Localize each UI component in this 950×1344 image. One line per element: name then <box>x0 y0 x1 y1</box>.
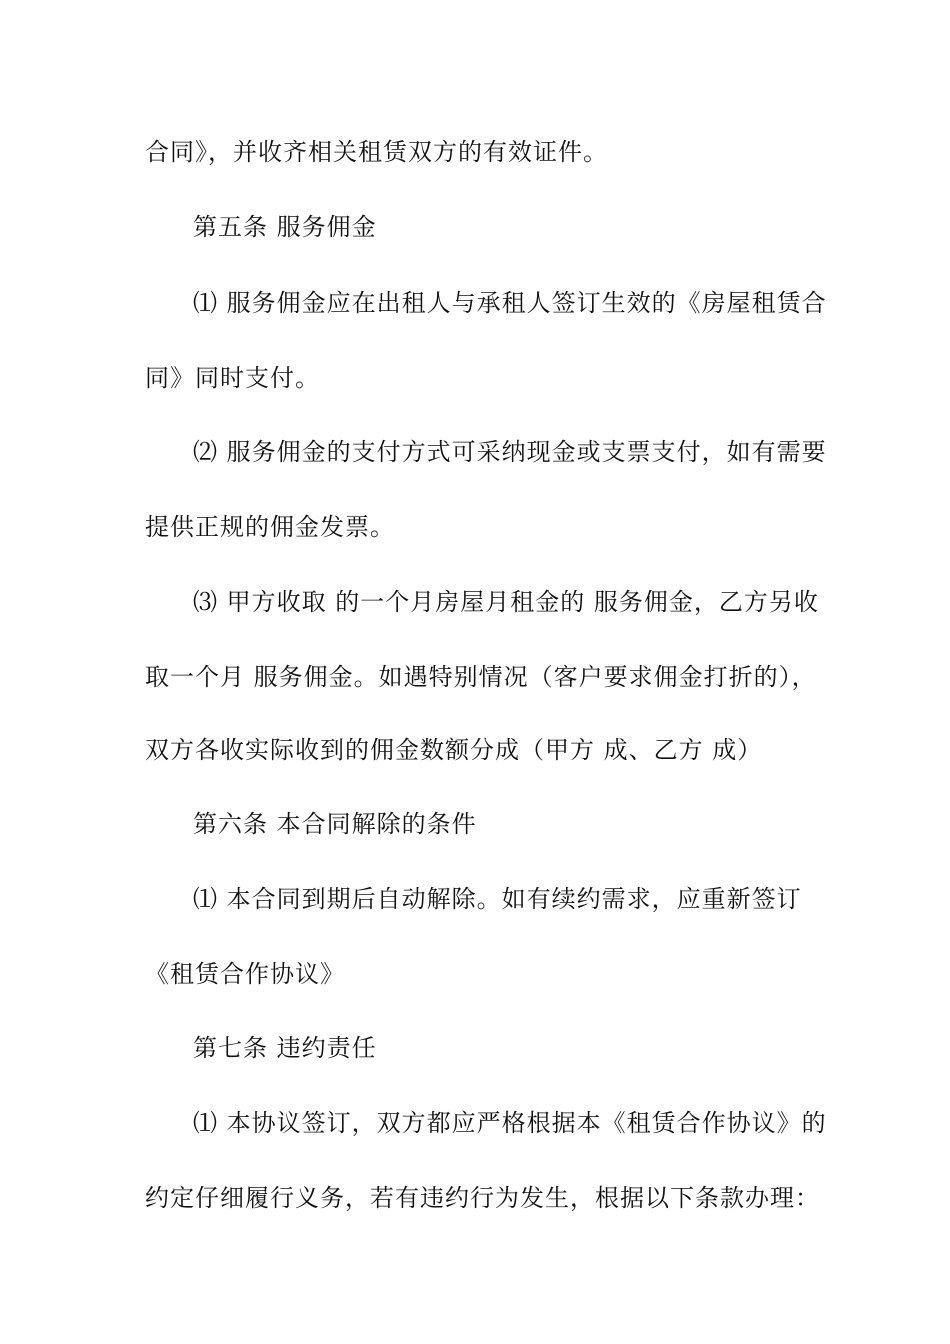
text-line-5: ⑵ 服务佣金的支付方式可采纳现金或支票支付，如有需要 <box>193 438 827 466</box>
text-line-6: 提供正规的佣金发票。 <box>145 513 395 541</box>
text-line-8: 取一个月 服务佣金。如遇特别情况（客户要求佣金打折的）， <box>145 663 817 691</box>
article-7-heading: 第七条 违约责任 <box>193 1034 377 1062</box>
text-line-9: 双方各收实际收到的佣金数额分成（甲方 成、乙方 成） <box>145 736 763 764</box>
text-line-7: ⑶ 甲方收取 的一个月房屋月租金的 服务佣金，乙方另收 <box>193 588 819 616</box>
text-line-14: ⑴ 本协议签订，双方都应严格根据本《租赁合作协议》的 <box>193 1109 827 1137</box>
article-5-heading: 第五条 服务佣金 <box>193 213 377 241</box>
text-line-12: 《租赁合作协议》 <box>145 960 345 988</box>
article-6-heading: 第六条 本合同解除的条件 <box>193 810 477 838</box>
text-line-3: ⑴ 服务佣金应在出租人与承租人签订生效的《房屋租赁合 <box>193 289 827 317</box>
text-line-1: 合同》，并收齐相关租赁双方的有效证件。 <box>145 138 608 166</box>
text-line-15: 约定仔细履行义务，若有违约行为发生，根据以下条款办理： <box>145 1184 820 1212</box>
text-line-4: 同》同时支付。 <box>145 364 320 392</box>
text-line-11: ⑴ 本合同到期后自动解除。如有续约需求，应重新签订 <box>193 885 802 913</box>
